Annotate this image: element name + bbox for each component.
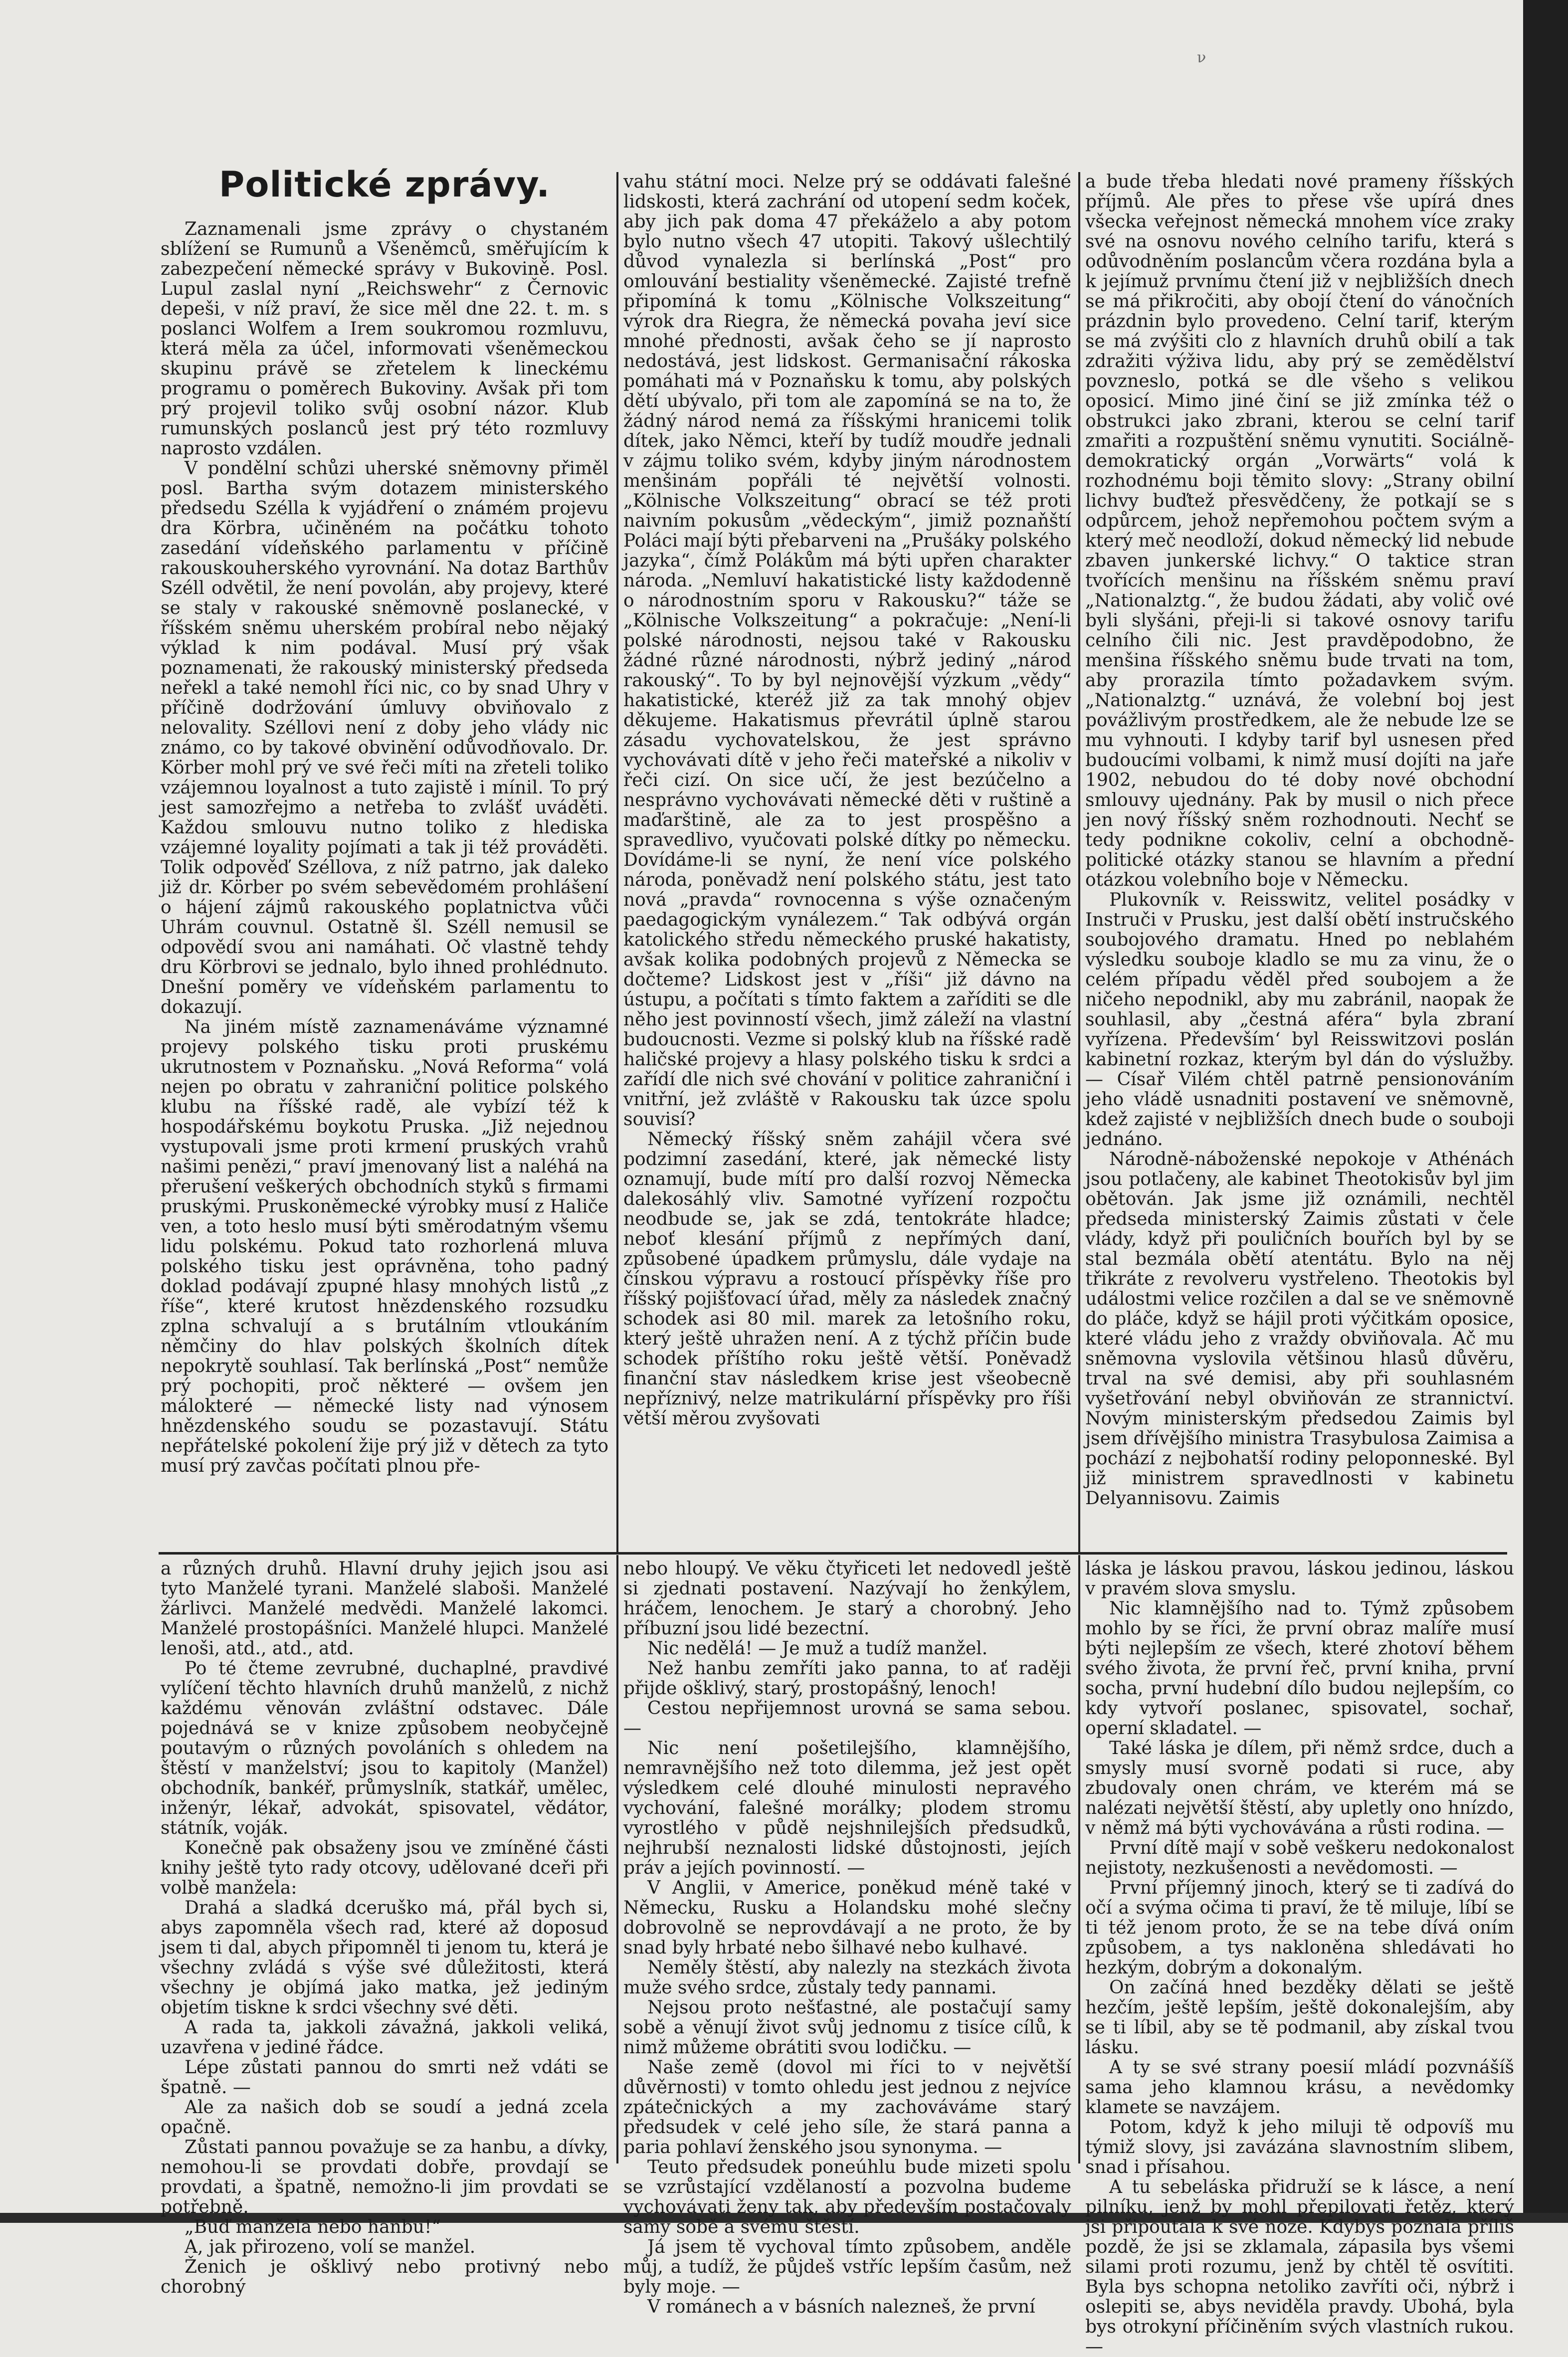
- feuilleton-column-3: [1085, 1559, 1514, 2357]
- column-rule: [616, 1555, 618, 2163]
- feuilleton-paragraph: „Buď manžela nebo hanbu!“: [185, 2217, 441, 2237]
- feuilleton-paragraph: Teuto předsudek poneúhlu bude mizeti spolu se vzrůstající vzdělaností a pozvolna budeme vychovávati ženy tak, aby především postačovaly samy sobě a svému štěstí.: [623, 2157, 1071, 2237]
- feuilleton-paragraph: On začíná hned bezděky dělati se ještě hezčím, ještě lepším, ještě dokonalejším, aby se ti líbil, aby se tě podmanil, aby získal tvou lásku.: [1085, 1977, 1514, 2058]
- feuilleton-paragraph: Potom, když k jeho miluji tě odpovíš mu týmiž slovy, jsi zavázána slavnostním slibem, snad i přísahou.: [1085, 2117, 1514, 2177]
- feuilleton-paragraph: Nic není pošetilejšího, klamnějšího, nemravnějšího než toto dilemma, jež jest opět výsledkem celé dlouhé minulosti nepravého vychování, falešné morálky; plodem stromu vyrostlého v půdě nejshnilejších předsudků, nejhrubší neznalosti lidské důstojnosti, jejích práv a jejích povinností. —: [623, 1738, 1071, 1878]
- feuilleton-paragraph: V Anglii, v Americe, poněkud méně také v Německu, Rusku a Holandsku mohé slečny dobrovolně se neprovdávají a ne proto, že by snad byly hrbaté nebo šilhavé nebo kulhavé.: [623, 1878, 1071, 1958]
- section-title: Politické zprávy.: [219, 164, 550, 205]
- feuilleton-paragraph: Drahá a sladká dceruško má, přál bych si, abys zapomněla všech rad, které až doposud jsem ti dal, abych připomněl ti jenom tu, která je všechny zvládá s výše své důležitosti, která všechny je objímá jako matka, jež jediným objetím tiskne k srdci všechny své děti.: [161, 1898, 608, 2018]
- feuilleton-paragraph: Nic nedělá! — Je muž a tudíž manžel.: [647, 1638, 988, 1659]
- feuilleton-paragraph: Po té čteme zevrubné, duchaplné, pravdivé vylíčení těchto hlavních druhů manželů, z nichž každému věnován zvláštní odstavec. Dále pojednává se v knize způsobem neobyčejně poutavým o různých povoláních s ohledem na štěstí v manželství; jsou to kapitoly (Manžel) obchodník, bankéř, průmyslník, statkář, umělec, inženýr, lékař, advokát, spisovatel, vědátor, státník, voják.: [161, 1658, 608, 1838]
- feuilleton-paragraph: První dítě mají v sobě veškeru nedokonalost nejistoty, nezkušenosti a nevědomosti. —: [1085, 1838, 1514, 1878]
- article-paragraph: Na jiném místě zaznamenáváme významné projevy polského tisku proti pruskému ukrutnostem v Poznaňsku. „Nová Reforma“ volá nejen po obratu v zahraniční politice polského klubu na říšské radě, ale vybízí též k hospodářskému boykotu Pruska. „Již nejednou vystupovali jsme proti krmení pruských vrahů našimi penězi,“ praví jmenovaný list a naléhá na přerušení veškerých obchodních styků s firmami pruskými. Pruskoněmecké výrobky musí z Haliče ven, a toto heslo musí býti směrodatným všemu lidu polskému. Pokud tato rozhorlená mluva polského tisku jest oprávněna, toho padný doklad podávají zpupné hlasy mnohých listů „z říše“, které krutost hnězdenského rozsudku zplna schvalují a s brutálním vtloukáním němčiny do hlav polských školních dítek nepokrytě souhlasí. Tak berlínská „Post“ nemůže prý pochopiti, proč některé — ovšem jen málokteré — německé listy nad výnosem hnězdenského soudu se pozastavují. Státu nepřátelské pokolení žije prý již v dětech za tyto musí prý zavčas počítati plnou pře-: [161, 1017, 608, 1476]
- feuilleton-column-2: [623, 1559, 1071, 2317]
- section-divider: [159, 1552, 1507, 1555]
- article-paragraph: Německý říšský sněm zahájil včera své podzimní zasedání, které, jak německé listy oznamují, bude mítí pro další rozvoj Německa dalekosáhlý vliv. Samotné vyřízení rozpočtu neodbude se, jak se zdá, tentokráte hladce; neboť klesání příjmů z nepřímých daní, způsobené úpadkem průmyslu, dále vydaje na čínskou výpravu a rostoucí příspěvky říše pro říšský pojišťovací úřad, měly za následek značný schodek asi 80 mil. marek za letošního roku, který ještě uhražen není. A z týchž příčin bude schodek příštího roku ještě větší. Poněvadž finanční stav následkem krise jest všeobecně nepříznivý, nelze matrikulární příspěvky pro říši větší měrou zvyšovati: [623, 1129, 1071, 1429]
- article-column-3: [1085, 172, 1514, 1551]
- feuilleton-paragraph: Ženich je ošklivý nebo protivný nebo chorobný: [161, 2257, 608, 2297]
- feuilleton-paragraph: láska je láskou pravou, láskou jedinou, láskou v pravém slova smyslu.: [1085, 1559, 1514, 1599]
- feuilleton-paragraph: Než hanbu zemříti jako panna, to ať raději přijde ošklivý, starý, prostopášný, lenoch!: [623, 1658, 1071, 1699]
- feuilleton-paragraph: Ale za našich dob se soudí a jedná zcela opačně.: [161, 2097, 608, 2138]
- article-column-2: [623, 172, 1071, 1551]
- article-column-1: [161, 165, 608, 1551]
- feuilleton-paragraph: Neměly štěstí, aby nalezly na stezkách života muže svého srdce, zůstaly tedy pannami.: [623, 1958, 1071, 1998]
- feuilleton-paragraph: Nejsou proto nešťastné, ale postačují samy sobě a věnují život svůj jednomu z tisíce cílů, k nimž můžeme obrátiti svou lodičku. —: [623, 1997, 1071, 2058]
- feuilleton-paragraph: Naše země (dovol mi říci to v největší důvěrnosti) v tomto ohledu jest jednou z nejvíce zpátečnických a my zachováváme starý předsudek v celé jeho síle, že stará panna a paria pohlaví ženského jsou synonyma. —: [623, 2057, 1071, 2158]
- feuilleton-paragraph: V románech a v básních nalezneš, že první: [647, 2297, 1035, 2317]
- column-rule: [1078, 1555, 1080, 2163]
- page-mark: ν: [1197, 49, 1206, 66]
- feuilleton-paragraph: Cestou nepřijemnost urovná se sama sebou. —: [623, 1698, 1071, 1739]
- feuilleton-paragraph: Zůstati pannou považuje se za hanbu, a dívky, nemohou-li se provdati dobře, provdají se provdati, a špatně, nemožno-li jim provdati se potřebně.: [161, 2137, 608, 2217]
- feuilleton-paragraph: nebo hloupý. Ve věku čtyřiceti let nedovedl ještě si zjednati postavení. Nazývají ho ženkýlem, hráčem, lenochem. Je starý a chorobný. Jeho příbuzní jsou lidé bezectní.: [623, 1559, 1071, 1639]
- feuilleton-paragraph: Konečně pak obsaženy jsou ve zmíněné části knihy ještě tyto rady otcovy, udělované dceři při volbě manžela:: [161, 1838, 608, 1898]
- column-rule: [616, 172, 618, 1554]
- article-paragraph: V pondělní schůzi uherské sněmovny přiměl posl. Bartha svým dotazem ministerského předsedu Szélla k vyjádření o známém projevu dra Körbra, učiněném na počátku tohoto zasedání vídeňského parlamentu v příčině rakouskouherského vyrovnání. Na dotaz Barthův Széll odvětil, že není povolán, aby projevy, které se staly v rakouské sněmovně poslanecké, v říšském sněmu uherském probíral nebo nějaký výklad k nim podával. Musí prý však poznamenati, že rakouský ministerský předseda neřekl a také nemohl říci nic, co by snad Uhry v příčině dodržování úmluvy obviňovalo z nelovality. Széllovi není z doby jeho vlády nic známo, co by takové obvinění odůvodňovalo. Dr. Körber mohl prý ve své řeči míti na zřeteli toliko vzájemnou loyalnost a tuto zajistě i mínil. To prý jest samozřejmo a netřeba to zvlášť uváděti. Každou smlouvu nutno toliko z hlediska vzájemné loyality pojímati a tak ji též prováděti. Tolik odpověď Széllova, z níž patrno, jak daleko již dr. Körber po svém sebevědomém prohlášení o hájení zájmů rakouského poplatnictva vůči Uhrám couvnul. Ostatně šl. Széll nemusil se odpovědí svou ani namáhati. Oč vlastně tehdy dru Körbrovi se jednalo, bylo ihned prohlédnuto. Dnešní poměry ve vídeňském parlamentu to dokazují.: [161, 458, 608, 1017]
- feuilleton-column-1: [161, 1559, 608, 2297]
- article-paragraph: Zaznamenali jsme zprávy o chystaném sblížení se Rumunů a Všeněmců, směřujícím k zabezpečení německé správy v Bukovině. Posl. Lupul zaslal nyní „Reichswehr“ z Černovic depeši, v níž praví, že sice měl dne 22. t. m. s poslanci Wolfem a Irem soukromou rozmluvu, která měla za účel, informovati všeněmeckou skupinu právě se zřetelem k lineckému programu o poměrech Bukoviny. Avšak při tom prý projevil toliko svůj osobní názor. Klub rumunských poslanců jest prý této rozmluvy naprosto vzdálen.: [161, 219, 608, 459]
- column-rule: [1078, 172, 1080, 1554]
- feuilleton-paragraph: A, jak přirozeno, volí se manžel.: [185, 2237, 476, 2257]
- feuilleton-paragraph: A ty se své strany poesií mládí pozvnášíš sama jeho klamnou krásu, a nevědomky klamete se navzájem.: [1085, 2057, 1514, 2118]
- feuilleton-paragraph: Také láska je dílem, při němž srdce, duch a smysly musí svorně podati si ruce, aby zbudovaly onen chrám, ve kterém má se nalézati největší štěstí, aby upletly ono hnízdo, v němž má býti vychovávána a růsti rodina. —: [1085, 1738, 1514, 1838]
- article-paragraph: a bude třeba hledati nové prameny říšských příjmů. Ale přes to přese vše upírá dnes všecka veřejnost německá mnohem více zraky své na osnovu nového celního tarifu, která s odůvodněním poslancům včera rozdána byla a k jejímuž prvnímu čtení již v nejbližších dnech se má přikročiti, aby obojí čtení do vánočních prázdnin bylo provedeno. Celní tarif, kterým se má zvýšiti clo z hlavních druhů obilí a tak zdražiti výživa lidu, aby prý se zemědělství povzneslo, potká se dle všeho s velikou oposicí. Mimo jiné činí se již zmínka též o obstrukci jako zbrani, kterou se celní tarif zmařiti a rozpuštění sněmu vynutiti. Sociálně-demokratický orgán „Vorwärts“ volá k rozhodnému boji těmito slovy: „Strany obilní lichvy buďtež přesvědčeny, že potkají se s odpůrcem, jehož nepřemohou počtem svým a který meč neodloží, dokud německý lid nebude zbaven junkerské lichvy.“ O taktice stran tvořících menšinu na říšském sněmu praví „Nationalztg.“, že budou žádati, aby volič ové byli slyšáni, přeji-li si takové osnovy tarifu celního čili nic. Jest pravděpodobno, že menšina říšského sněmu bude trvati na tom, aby prorazila tímto požadavkem svým. „Nationalztg.“ uznává, že volební boj jest povážlivým prostředkem, ale že nebude lze se mu vyhnouti. I kdyby tarif byl usnesen před budoucími volbami, k nimž musí dojíti na jaře 1902, nebudou do té doby nové obchodní smlouvy ujednány. Pak by musil o nich přece jen nový říšský sněm rozhodnouti. Nechť se tedy podnikne cokoliv, celní a obchodně-politické otázky stanou se hlavním a přední otázkou volebního boje v Německu.: [1085, 172, 1514, 890]
- scan-border: [1523, 0, 1568, 2223]
- feuilleton-paragraph: A tu sebeláska přidruží se k lásce, a není pilníku, jenž by mohl přepilovati řetěz, který jsi připoutala k své noze. Kdybys poznala příliš pozdě, že jsi se zklamala, zápasila bys všemi silami proti rozumu, jenž by chtěl tě osvítiti. Byla bys schopna netoliko zavříti oči, nýbrž i oslepiti se, abys neviděla pravdy. Ubohá, byla bys otrokyní příčiněním svých vlastních rukou. —: [1085, 2177, 1514, 2357]
- feuilleton-paragraph: Lépe zůstati pannou do smrti než vdáti se špatně. —: [161, 2057, 608, 2098]
- feuilleton-paragraph: Já jsem tě vychoval tímto způsobem, anděle můj, a tudíž, že půjdeš vstříc lepším časům, než byly moje. —: [623, 2237, 1071, 2297]
- feuilleton-paragraph: a různých druhů. Hlavní druhy jejich jsou asi tyto Manželé tyrani. Manželé slaboši. Manželé žárlivci. Manželé medvědi. Manželé lakomci. Manželé prostopášníci. Manželé hlupci. Manželé lenoši, atd., atd., atd.: [161, 1559, 608, 1659]
- feuilleton-paragraph: Nic klamnějšího nad to. Týmž způsobem mohlo by se říci, že první obraz malíře musí býti nejlepším ze všech, které zhotoví během svého života, že první řeč, první kniha, první socha, první hudební dílo budou nejlepším, co kdy vytvoří poslanec, spisovatel, sochař, operní skladatel. —: [1085, 1598, 1514, 1739]
- article-paragraph: vahu státní moci. Nelze prý se oddávati falešné lidskosti, která zachrání od utopení sedm koček, aby jich pak doma 47 překáželo a aby potom bylo nutno všech 47 utopiti. Takový ušlechtilý důvod vynalezla si berlínská „Post“ pro omlouvání bestiality všeněmecké. Zajisté trefně připomíná k tomu „Kölnische Volkszeitung“ výrok dra Riegra, že německá povaha jeví sice mnohé přednosti, avšak čeho se jí naprosto nedostává, jest lidskost. Germanisační rákoska pomáhati má v Poznaňsku k tomu, aby polských dětí ubývalo, při tom ale zapomíná se na to, že žádný národ nemá za říšskými hranicemi tolik dítek, jako Němci, kteří by tudíž moudře jednali v zájmu toliko svém, kdyby jiným národnostem menšinám popřáli té největší volnosti. „Kölnische Volkszeitung“ obrací se též proti naivním pokusům „vědeckým“, jimiž poznaňští Poláci mají býti přebarveni na „Prušáky polského jazyka“, čímž Polákům má býti upřen charakter národa. „Nemluví hakatistické listy každodenně o národnostním sporu v Rakousku?“ táže se „Kölnische Volkszeitung“ a pokračuje: „Není-li polské národnosti, nejsou také v Rakousku žádné různé národnosti, nýbrž jediný „národ rakouský“. To by byl nejnovější výzkum „vědy“ hakatistické, kteréž již za tak mnohý objev děkujeme. Hakatismus převrátil úplně starou zásadu vychovatelskou, že jest správno vychovávati dítě v jeho řeči mateřské a nikoliv v řeči cizí. On sice učí, že jest bezúčelno a nesprávno vychovávati německé děti v ruštině a maďarštině, ale za to jest prospěšno a spravedlivo, vyučovati polské dítky po německu. Dovídáme-li se nyní, že není více polského národa, poněvadž není polského státu, jest tato nová „pravda“ rovnocenna s výše označeným paedagogickým vynálezem.“ Tak odbývá orgán katolického středu německého pruské hakatisty, avšak kolika podobných projevů z Německa se dočteme? Lidskost jest v „říši“ již dávno na ústupu, a počítati s tímto faktem a zaříditi se dle něho jest povinností všech, jimž záleží na vlastní budoucnosti. Vezme si polský klub na říšské radě haličské projevy a hlasy polského tisku k srdci a zařídí dle nich své chování v politice zahraniční i vnitřní, jež zvláště v Rakousku tak úzce spolu souvisí?: [623, 172, 1071, 1130]
- article-paragraph: Národně-náboženské nepokoje v Athénách jsou potlačeny, ale kabinet Theotokisův byl jim obětován. Jak jsme již oznámili, nechtěl předseda ministerský Zaimis zůstati v čele vlády, když při pouličních bouřích byl by se stal bezmála obětí atentátu. Bylo na něj třikráte z revolveru vystřeleno. Theotokis byl událostmi velice rozčilen a dal se ve sněmovně do pláče, když se hájil proti výčitkám oposice, které vládu jeho z vraždy obviňovala. Ač mu sněmovna vyslovila většinou hlasů důvěru, trval na své demisi, aby při souhlasném vyšetřování nebyl obviňován ze strannictví. Novým ministerským předsedou Zaimis byl jsem dřívějšího ministra Trasybulosa Zaimisa a pochází z nejbohatší rodiny peloponneské. Byl již ministrem spravedlnosti v kabinetu Delyannisovu. Zaimis: [1085, 1149, 1514, 1509]
- article-paragraph: Plukovník v. Reisswitz, velitel posádky v Instruči v Prusku, jest další obětí instručského soubojového dramatu. Hned po neblahém výsledku souboje kladlo se mu za vinu, že o celém případu věděl před soubojem a že ničeho nepodnikl, aby mu zabránil, naopak že souhlasil, aby „čestná aféra“ byla zbraní vyřízena. Především‘ byl Reisswitzovi poslán kabinetní rozkaz, kterým byl dán do výslužby. — Císař Vilém chtěl patrně pensionováním jeho vládě usnadniti postavení ve sněmovně, kdež zajisté v nejbližších dnech bude o souboji jednáno.: [1085, 890, 1514, 1150]
- feuilleton-paragraph: První příjemný jinoch, který se ti zadívá do očí a svýma očima ti praví, že tě miluje, líbí se ti též jenom proto, že se na tebe dívá oním způsobem, a tys nakloněna shledávati ho hezkým, dobrým a dokonalým.: [1085, 1878, 1514, 1978]
- feuilleton-paragraph: A rada ta, jakkoli závažná, jakkoli veliká, uzavřena v jediné řádce.: [161, 2017, 608, 2058]
